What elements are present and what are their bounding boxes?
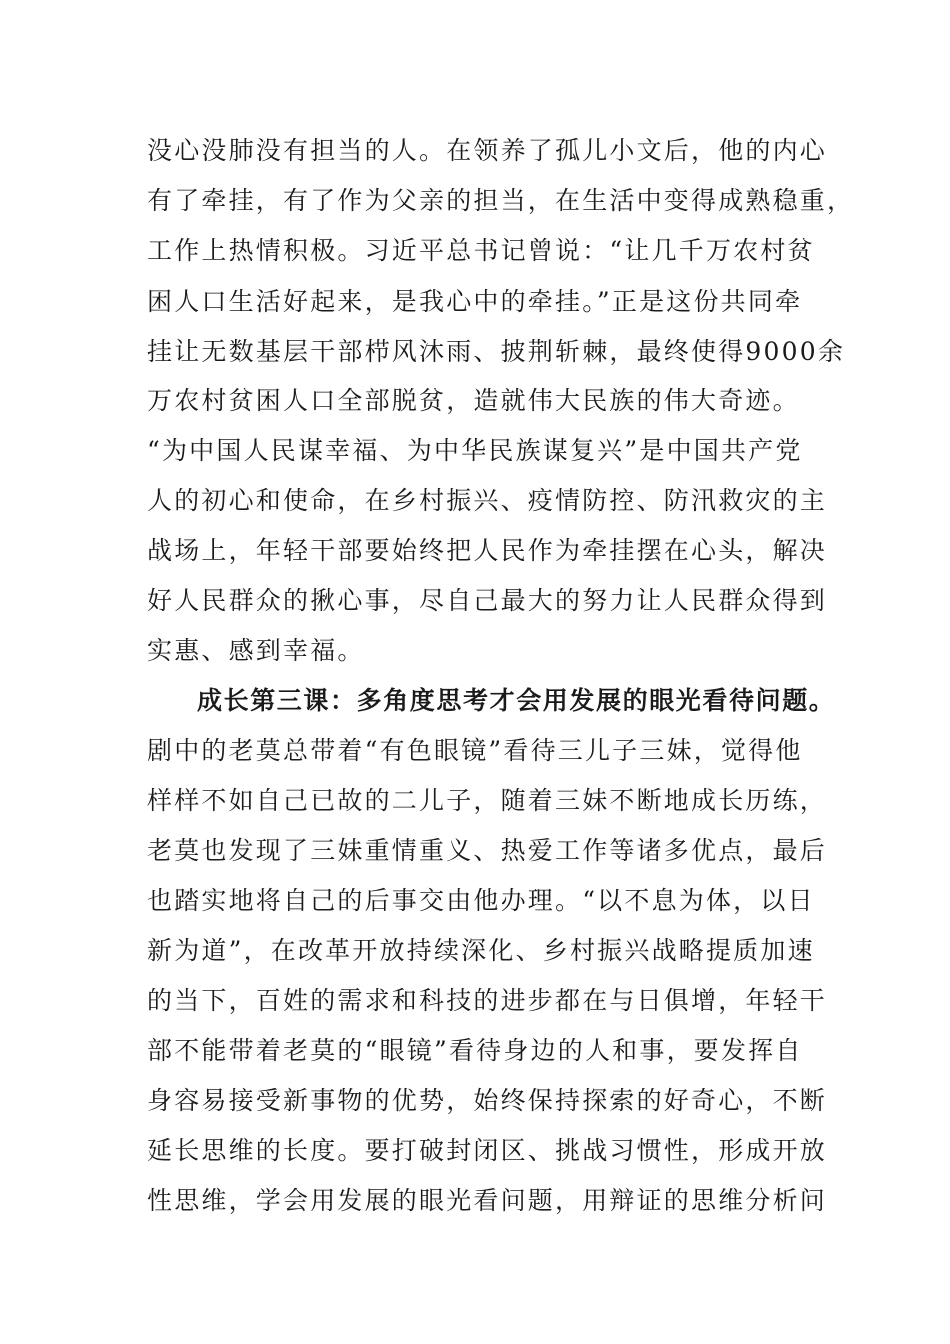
- text-line-1: 没心没肺没有担当的人。在领养了孤儿小文后，他的内心: [147, 136, 828, 165]
- text-line-16: 也踏实地将自己的后事交由他办理。“以不息为体，以日: [147, 886, 815, 915]
- text-line-2: 有了牵挂，有了作为父亲的担当，在生活中变得成熟稳重，: [147, 186, 855, 215]
- text-line-11: 实惠、感到幸福。: [147, 636, 365, 665]
- section-heading: 成长第三课：多角度思考才会用发展的眼光看待问题。: [197, 686, 836, 715]
- text-line-19: 部不能带着老莫的“眼镜”看待身边的人和事，要发挥自: [147, 1036, 803, 1065]
- text-line-6: 万农村贫困人口全部脱贫，造就伟大民族的伟大奇迹。: [147, 386, 800, 415]
- text-line-18: 的当下，百姓的需求和科技的进步都在与日俱增，年轻干: [147, 986, 828, 1015]
- text-line-9: 战场上，年轻干部要始终把人民作为牵挂摆在心头，解决: [147, 536, 828, 565]
- text-line-21: 延长思维的长度。要打破封闭区、挑战习惯性，形成开放: [147, 1136, 828, 1165]
- text-line-3: 工作上热情积极。习近平总书记曾说：“让几千万农村贫: [147, 236, 815, 265]
- text-line-7: “为中国人民谋幸福、为中华民族谋复兴”是中国共产党: [147, 436, 803, 465]
- text-line-10: 好人民群众的揪心事，尽自己最大的努力让人民群众得到: [147, 586, 828, 615]
- text-line-5: 挂让无数基层干部栉风沐雨、披荆斩棘，最终使得9000余: [147, 337, 846, 366]
- text-line-15: 老莫也发现了三妹重情重义、热爱工作等诸多优点，最后: [147, 836, 828, 865]
- text-line-22: 性思维，学会用发展的眼光看问题，用辩证的思维分析问: [147, 1186, 828, 1215]
- text-line-14: 样样不如自己已故的二儿子，随着三妹不断地成长历练，: [147, 786, 828, 815]
- text-line-8: 人的初心和使命，在乡村振兴、疫情防控、防汛救灾的主: [147, 486, 828, 515]
- text-line-4: 困人口生活好起来，是我心中的牵挂。”正是这份共同牵: [147, 287, 803, 316]
- text-line-17: 新为道”，在改革开放持续深化、乡村振兴战略提质加速: [147, 936, 815, 965]
- text-line-20: 身容易接受新事物的优势，始终保持探索的好奇心，不断: [147, 1086, 828, 1115]
- text-line-13: 剧中的老莫总带着“有色眼镜”看待三儿子三妹，觉得他: [147, 736, 803, 765]
